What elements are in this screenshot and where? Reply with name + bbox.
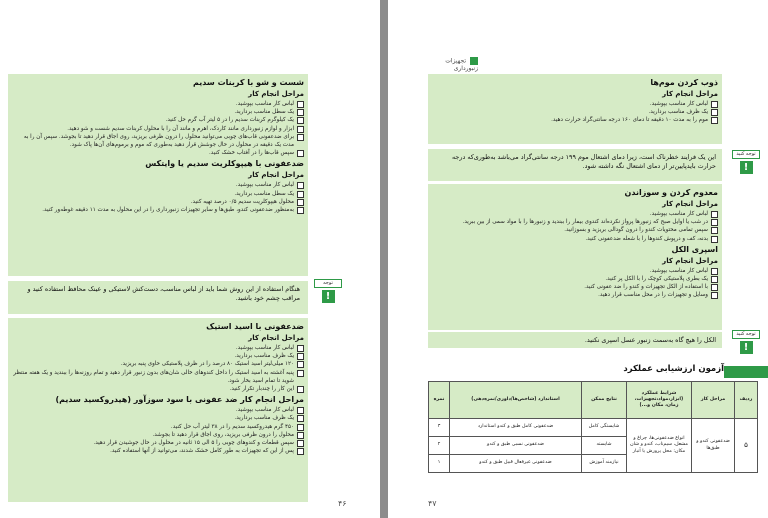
checkbox-icon	[711, 219, 718, 226]
score-cell: ۱	[429, 455, 450, 473]
right-section-1	[432, 186, 718, 300]
checkbox-icon	[297, 126, 304, 133]
checkbox-icon	[297, 207, 304, 214]
checkbox-icon	[297, 345, 304, 352]
step-item: یک بطری پلاستیکی کوچک را با الکل پر کنید.	[432, 275, 718, 283]
step-item: این کار را چندبار تکرار کنید.	[12, 385, 304, 393]
table-header-row	[429, 382, 758, 419]
step-item: یک سطل مناسب بردارید.	[12, 108, 304, 116]
header-text: تجهیزات زنبورداری	[445, 57, 478, 72]
step-item: لباس کار مناسب بپوشید.	[12, 344, 304, 352]
header-standards: استاندارد (شاخص‌ها/داوری/نمره‌دهی)	[450, 382, 582, 419]
checkbox-icon	[711, 211, 718, 218]
evaluation-title: آزمون ارزشیابی عملکرد	[623, 364, 724, 374]
left-section-0	[12, 76, 304, 214]
step-item: لباس کار مناسب بپوشید.	[432, 267, 718, 275]
left-note-text: هنگام استفاده از این روش شما باید از لباس مناسب، دست‌کش لاستیکی و عینک محافظ استفاده کنید و مراقب چشم خود باشید.	[27, 285, 300, 302]
checkbox-icon	[711, 268, 718, 275]
step-item: با استفاده از الکل تجهیزات و کندو را ضد عفونی کنید.	[432, 283, 718, 291]
checkbox-icon	[711, 109, 718, 116]
checkbox-icon	[297, 440, 304, 447]
right-note-text-1: این یک فرایند خطرناک است، زیرا دمای اشتعال موم ۱۹۹ درجه سانتی‌گراد می‌باشد به‌طوری‌که درجه حرارت بایدپایین‌تر از دمای اشتعال نگه داشته شود.	[451, 153, 716, 170]
section-title: ضدعفونی با هیپوکلریت سدیم یا وایتکس	[145, 159, 304, 169]
outcome-cell: نیازمند آموزش	[582, 455, 627, 473]
left-note-tag	[314, 279, 342, 303]
step-item: موم را به مدت ۱۰ دقیقه تا دمای ۱۶۰ درجه سانتی‌گراد حرارت دهید.	[432, 116, 718, 124]
step-item: یک سطل مناسب بردارید.	[12, 190, 304, 198]
step-item: پس از این که تجهیزات به طور کامل خشک شدند، می‌توانید از آنها استفاده کنید.	[12, 447, 304, 455]
score-cell: ۳	[429, 419, 450, 437]
standard-cell: ضدعفونی کامل طبق و کندو استاندارد	[450, 419, 582, 437]
step-item: سپس تمامی محتویات کندو را درون گودالی بریزید و بسوزانید.	[432, 226, 718, 234]
steps-heading: مراحل انجام کار	[662, 200, 718, 208]
right-note-text-2: الکل را هیچ گاه به‌سمت زنبور عسل اسپری نکنید.	[584, 336, 716, 344]
checkbox-icon	[297, 117, 304, 124]
exclamation-icon: !	[740, 341, 753, 354]
right-section-0	[432, 76, 718, 125]
step-item: برای ضدعفونی قاب‌های چوبی می‌توانید محلول را درون ظرفی بریزید، روی اجاق قرار دهید تا بجوشد. سپس آن را به مدت یک دقیقه در محلول در حال جوشش قرار دهید به‌طوری که موم و برموم‌های آن‌ها پاک شود.	[12, 133, 304, 149]
checkbox-icon	[297, 370, 304, 377]
checkbox-icon	[297, 361, 304, 368]
header-score: نمره	[429, 382, 450, 419]
checkbox-icon	[711, 117, 718, 124]
step-item: ۴۵۰ گرم هیدروکسید سدیم را در ۳۸ لیتر آب حل کنید.	[12, 423, 304, 431]
steps-heading: مراحل انجام کار	[662, 256, 718, 265]
step-item: پنبه آغشته به اسید استیک را داخل کندوهای خالی شان‌های بدون زنبور قرار دهید و تمام روزنه‌ها را ببندید و یک هفته منتظر شوید تا تمام اسید بخار شود.	[12, 369, 304, 385]
header-conditions: شرایط عملکرد (ابزار،مواد،تجهیزات، زمان، مکان و...)	[627, 382, 692, 419]
step-item: یک کیلوگرم کربنات سدیم را در ۵ لیتر آب گرم حل کنید.	[12, 116, 304, 124]
book-gutter	[380, 0, 388, 518]
step-item: سپس قطعات و کندوهای چوبی را ۵ الی ۱۵ ثانیه در محلول در حال جوشیدن قرار دهید.	[12, 439, 304, 447]
checkbox-icon	[297, 101, 304, 108]
conditions-cell: انواع ضدعفونی‌ها، چراغ و مشعل، سیم‌ناب، کندو و شان مکان: محل پرورش یا آنبار	[627, 419, 692, 473]
section-title: ضدعفونی با اسید استیک	[206, 322, 304, 331]
step-item: بدنه، کف و درپوش کندوها را با شعله ضدعفونی کنید.	[432, 235, 718, 243]
step-item: لباس کار مناسب بپوشید.	[432, 210, 718, 218]
step-item: در شب یا اوایل صبح که زنبورها پرواز نکرده‌اند کندوی بیمار را ببندید و زنبورها را با مواد سمی از بین ببرید.	[432, 218, 718, 226]
checkbox-icon	[297, 191, 304, 198]
exclamation-icon: !	[322, 290, 335, 303]
section-title: ذوب کردن موم‌ها	[650, 78, 718, 87]
checkbox-icon	[297, 134, 304, 141]
header-mark-icon	[470, 57, 478, 65]
step-item: لباس کار مناسب بپوشید.	[432, 100, 718, 108]
checkbox-icon	[711, 101, 718, 108]
checkbox-icon	[297, 109, 304, 116]
checkbox-icon	[297, 353, 304, 360]
score-cell: ۲	[429, 437, 450, 455]
steps-heading: مراحل انجام کار	[248, 334, 304, 342]
left-section-2	[12, 320, 304, 455]
header-task: مراحل کار	[692, 382, 735, 419]
step-item: لباس کار مناسب بپوشید.	[12, 181, 304, 189]
task-cell: ضدعفونی کندو و طبق‌ها	[692, 419, 735, 473]
section-title: مراحل انجام کار ضد عفونی با سود سوزآور (هیدروکسید سدیم)	[55, 395, 304, 405]
right-note-tag-2	[732, 330, 760, 354]
outcome-cell: شایستگی کامل	[582, 419, 627, 437]
checkbox-icon	[297, 432, 304, 439]
checkbox-icon	[711, 284, 718, 291]
step-item: ۱۲۰ میلی‌لیتر اسید استیک ۸۰ درصد را در ظرف پلاستیکی حاوی پنبه بریزید.	[12, 360, 304, 368]
step-item: محلول را درون ظرفی بریزید، روی اجاق قرار دهید تا بجوشد.	[12, 431, 304, 439]
step-item: یک ظرف مناسب بردارید.	[12, 414, 304, 422]
step-item: وسایل و تجهیزات را در محل مناسب قرار دهید.	[432, 291, 718, 299]
checkbox-icon	[711, 292, 718, 299]
checkbox-icon	[297, 407, 304, 414]
row-number-cell: ۵	[735, 419, 758, 473]
checkbox-icon	[297, 150, 304, 157]
checkbox-icon	[297, 182, 304, 189]
section-title: شست و شو با کربنات سدیم	[193, 78, 304, 87]
step-item: لباس کار مناسب بپوشید.	[12, 100, 304, 108]
checkbox-icon	[297, 199, 304, 206]
checkbox-icon	[297, 448, 304, 455]
step-item: به‌منظور ضدعفونی کندو، طبق‌ها و سایر تجهیزات زنبورداری را در این محلول به مدت ۱۱ دقیقه غوطه‌ور کنید.	[12, 206, 304, 214]
page-number: ۴۷	[428, 499, 437, 508]
right-note-tag-1	[732, 150, 760, 174]
note-label: توجه کنید	[732, 150, 760, 159]
step-item: محلول هیپوکلریت سدیم ۰/۵ درصد تهیه کنید.	[12, 198, 304, 206]
section-title: معدوم کردن و سوزاندن	[624, 188, 718, 197]
steps-heading: مراحل انجام کار	[662, 90, 718, 98]
table-row	[429, 419, 758, 437]
checkbox-icon	[711, 227, 718, 234]
page-number: ۴۶	[338, 499, 347, 508]
checkbox-icon	[297, 415, 304, 422]
steps-heading: مراحل انجام کار	[248, 90, 304, 98]
outcome-cell: شایسته	[582, 437, 627, 455]
standard-cell: ضدعفونی نسبی طبق و کندو	[450, 437, 582, 455]
header-row-number: ردیف	[735, 382, 758, 419]
step-item: ابزار و لوازم زنبورداری مانند کاردک، اهرم و مانند آن را با محلول کربنات سدیم شست و شو دهید.	[12, 125, 304, 133]
steps-heading: مراحل انجام کار	[248, 171, 304, 180]
step-item: یک ظرف مناسب بردارید.	[432, 108, 718, 116]
standard-cell: ضدعفونی غیرفعال قبیل طبق و کندو	[450, 455, 582, 473]
step-item: یک ظرف مناسب بردارید.	[12, 352, 304, 360]
checkbox-icon	[297, 386, 304, 393]
section-title: اسپری الکل	[671, 244, 718, 254]
checkbox-icon	[711, 236, 718, 243]
evaluation-title-bar	[724, 366, 768, 378]
step-item: سپس قاب‌ها را در آفتاب خشک کنید.	[12, 149, 304, 157]
checkbox-icon	[297, 424, 304, 431]
step-item: لباس کار مناسب بپوشید.	[12, 406, 304, 414]
checkbox-icon	[711, 276, 718, 283]
evaluation-table	[428, 381, 758, 473]
header-outcomes: نتایج ممکن	[582, 382, 627, 419]
note-label: توجه	[314, 279, 342, 288]
note-label: توجه کنید	[732, 330, 760, 339]
page-header	[428, 57, 478, 72]
exclamation-icon: !	[740, 161, 753, 174]
left-page	[0, 0, 380, 518]
